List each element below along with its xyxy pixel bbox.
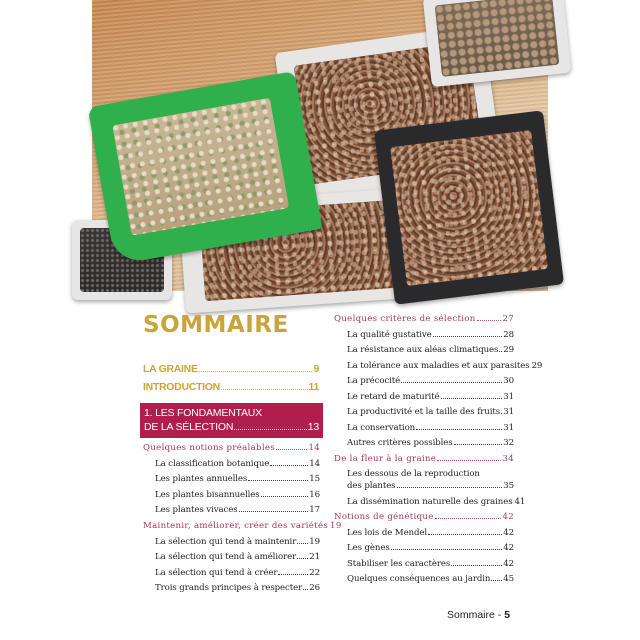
leader-dots [270,459,308,465]
toc-entry-label: La qualité gustative [347,329,432,340]
leader-dots [401,377,502,383]
toc-entry[interactable] [347,481,514,491]
toc-entry[interactable] [347,376,514,386]
toc-entry-page: 26 [309,583,320,594]
toc-entry-label: La sélection qui tend à créer [155,567,278,578]
leader-dots [303,584,308,590]
leader-dots [278,569,308,575]
toc-entry-label: La dissémination naturelle des graines [347,496,513,507]
toc-entry-page: 17 [309,505,320,516]
leader-dots [297,537,308,543]
toc-entry-page: 32 [503,438,514,448]
toc-entry-label: Stabiliser les caractères [347,558,451,569]
leader-dots [499,346,502,352]
toc-entry[interactable] [155,505,320,515]
toc-entry-label: Quelques conséquences au jardin [347,574,491,584]
leader-dots [391,544,503,550]
toc-major-entry[interactable] [143,381,319,393]
leader-dots [234,423,307,430]
leader-dots [441,392,503,398]
toc-entry-label: Les plantes bisannuelles [155,489,260,500]
cover-photo [92,0,548,291]
toc-entry-page: 19 [309,536,320,547]
toc-entry[interactable] [347,360,543,371]
toc-entry-page: 29 [531,360,543,371]
toc-entry-label: des plantes [347,481,396,491]
toc-entry-label: INTRODUCTION [143,381,220,393]
toc-entry-page: 28 [503,329,514,340]
leader-dots [221,383,308,390]
toc-entry-label: La précocité [347,376,401,386]
folio-separator: - [494,609,505,621]
toc-entry[interactable] [347,559,514,569]
leader-dots [437,454,501,460]
leader-dots [451,559,502,565]
toc-entry-page: 42 [503,527,514,538]
chapter-banner[interactable] [140,403,323,438]
toc-entry[interactable] [155,490,320,500]
toc-entry[interactable] [347,496,526,507]
toc-section-entry[interactable] [334,454,514,464]
toc-entry[interactable] [347,543,514,553]
seeds [435,0,560,77]
leader-dots [397,482,503,488]
page-folio [447,609,510,621]
toc-entry-page: 9 [313,363,319,375]
leader-dots [433,330,503,336]
toc-entry-page: 41 [514,496,526,507]
toc-section-entry[interactable] [143,443,320,453]
leader-dots [199,365,313,372]
toc-entry[interactable] [155,459,320,469]
toc-entry[interactable] [155,537,320,547]
toc-entry-label: La classification botanique [155,458,270,469]
leader-dots [477,315,502,321]
toc-entry-label: Les lois de Mendel [347,527,428,538]
toc-entry-wrapped-line1[interactable] [347,469,514,479]
leader-dots [248,475,308,481]
toc-entry-label: La sélection qui tend à améliorer [155,552,297,563]
toc-entry-label: Le retard de maturité [347,391,440,402]
toc-entry-page: 21 [309,552,320,563]
toc-entry[interactable] [347,438,514,448]
leader-dots [435,513,502,519]
toc-entry-page: 16 [309,489,320,500]
toc-entry-label: Quelques critères de sélection [334,314,476,324]
page-title: SOMMAIRE [143,312,289,338]
toc-entry-label: La productivité et la taille des fruits [347,407,501,417]
toc-entry-label: La conservation [347,422,416,433]
leader-dots [501,408,502,414]
toc-entry-label: Trois grands principes à respecter [155,583,303,594]
seeds [112,98,289,236]
toc-entry-label: Maintenir, améliorer, créer des variétés [143,521,329,531]
toc-entry-label: Notions de génétique [334,512,434,522]
chapter-page: 13 [307,421,319,433]
toc-entry[interactable] [347,574,514,584]
toc-entry-label: La résistance aux aléas climatiques [347,345,499,355]
toc-entry-label: Quelques notions préalables [143,443,275,453]
leader-dots [454,439,503,445]
toc-section-entry[interactable] [334,512,514,522]
chapter-title-line2: DE LA SÉLECTION [144,421,234,433]
toc-entry-page: 30 [503,376,514,386]
toc-entry-label: Autres critères possibles [347,438,453,448]
toc-entry-page: 42 [503,543,514,553]
toc-entry-page: 11 [308,381,319,393]
leader-dots [416,423,502,429]
toc-section-entry[interactable] [143,521,342,531]
folio-page-number: 5 [504,609,511,621]
chapter-title-line1: 1. LES FONDAMENTAUX [144,407,262,419]
toc-entry-label: Les gènes [347,543,390,553]
toc-entry-page: 29 [503,345,514,355]
toc-section-entry[interactable] [334,314,514,324]
seeds [390,129,549,285]
toc-entry-label: Les dessous de la reproduction [347,469,480,479]
toc-major-entry[interactable] [143,363,319,375]
toc-entry[interactable] [347,392,514,402]
leader-dots [297,553,308,559]
toc-entry-page: 31 [503,407,514,417]
toc-entry[interactable] [347,528,514,538]
leader-dots [261,491,309,497]
toc-entry-label: Les plantes annuelles [155,474,248,485]
folio-label: Sommaire [447,609,495,621]
toc-entry-page: 31 [503,422,514,433]
toc-entry-page: 15 [309,474,320,485]
seed-tray [423,0,572,87]
toc-entry-label: LA GRAINE [143,363,198,375]
toc-entry[interactable] [155,583,320,593]
leader-dots [428,528,502,534]
toc-entry-page: 45 [503,574,514,584]
toc-entry[interactable] [155,474,320,484]
toc-entry-page: 34 [502,453,514,464]
toc-entry-page: 22 [309,567,320,578]
toc-entry[interactable] [155,552,320,562]
toc-entry-label: La sélection qui tend à maintenir [155,536,297,547]
leader-dots [239,506,309,512]
toc-entry-page: 35 [503,481,514,491]
toc-entry[interactable] [347,423,514,433]
toc-entry-page: 31 [503,391,514,402]
toc-entry-label: Les plantes vivaces [155,505,238,516]
toc-entry[interactable] [347,330,514,340]
leader-dots [491,575,502,581]
toc-entry[interactable] [347,407,514,417]
toc-entry-page: 19 [330,521,342,531]
toc-entry[interactable] [155,568,320,578]
toc-entry[interactable] [347,345,514,355]
seed-tray [374,110,564,304]
toc-entry-page: 42 [503,558,514,569]
toc-entry-page: 14 [309,458,320,469]
toc-entry-page: 42 [502,512,514,522]
leader-dots [276,444,307,450]
toc-entry-page: 14 [308,443,320,453]
toc-entry-label: La tolérance aux maladies et aux parasites [347,360,530,371]
toc-entry-page: 27 [502,314,514,324]
toc-entry-label: De la fleur à la graine [334,453,437,464]
